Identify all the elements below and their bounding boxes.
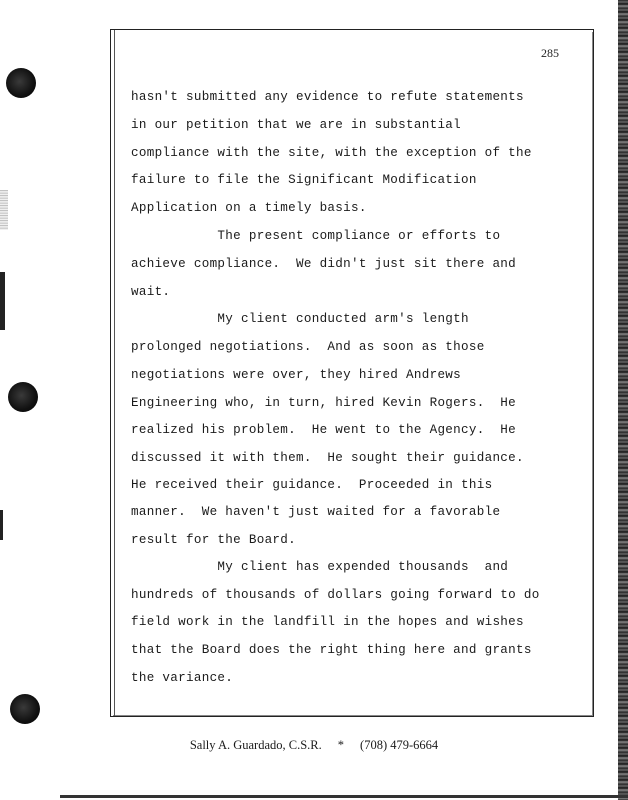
punch-hole-bottom — [10, 694, 40, 724]
transcript-line: prolonged negotiations. And as soon as those — [131, 340, 485, 354]
transcript-line: failure to file the Significant Modification — [131, 173, 477, 187]
page-number: 285 — [541, 46, 559, 60]
transcript-line: manner. We haven't just waited for a favorable — [131, 505, 501, 519]
transcript-line: the variance. — [131, 671, 234, 685]
transcript-line: result for the Board. — [131, 533, 297, 547]
scan-edge-mark — [0, 510, 3, 540]
transcript-line: My client has expended thousands and — [131, 560, 509, 574]
transcript-line: discussed it with them. He sought their guidance. — [131, 451, 524, 465]
transcript-line: wait. — [131, 285, 171, 299]
transcript-line: hasn't submitted any evidence to refute statements — [131, 90, 524, 104]
transcript-line: Engineering who, in turn, hired Kevin Rogers. He — [131, 396, 517, 410]
punch-hole-top — [6, 68, 36, 98]
transcript-line: Application on a timely basis. — [131, 201, 367, 215]
scan-edge-mark — [0, 272, 5, 330]
transcript-line: negotiations were over, they hired Andrews — [131, 368, 462, 382]
transcript-line: hundreds of thousands of dollars going forward to do — [131, 588, 540, 602]
transcript-line: achieve compliance. We didn't just sit there and — [131, 257, 517, 271]
scan-right-edge — [618, 0, 628, 800]
transcript-line: compliance with the site, with the exception of the — [131, 146, 532, 160]
scan-speckle — [0, 190, 8, 230]
transcript-line: field work in the landfill in the hopes and wishes — [131, 615, 524, 629]
scan-bottom-rule — [60, 795, 628, 798]
reporter-name: Sally A. Guardado, C.S.R. — [189, 738, 322, 752]
reporter-footer — [0, 738, 628, 753]
reporter-phone: (708) 479-6664 — [360, 738, 439, 752]
transcript-line: He received their guidance. Proceeded in this — [131, 478, 493, 492]
transcript-line: The present compliance or efforts to — [131, 229, 501, 243]
transcript-line: My client conducted arm's length — [131, 312, 469, 326]
transcript-line: that the Board does the right thing here and grants — [131, 643, 532, 657]
transcript-line: realized his problem. He went to the Agency. He — [131, 423, 517, 437]
transcript-line: in our petition that we are in substantial — [131, 118, 462, 132]
footer-separator: * — [337, 738, 345, 752]
punch-hole-middle — [8, 382, 38, 412]
